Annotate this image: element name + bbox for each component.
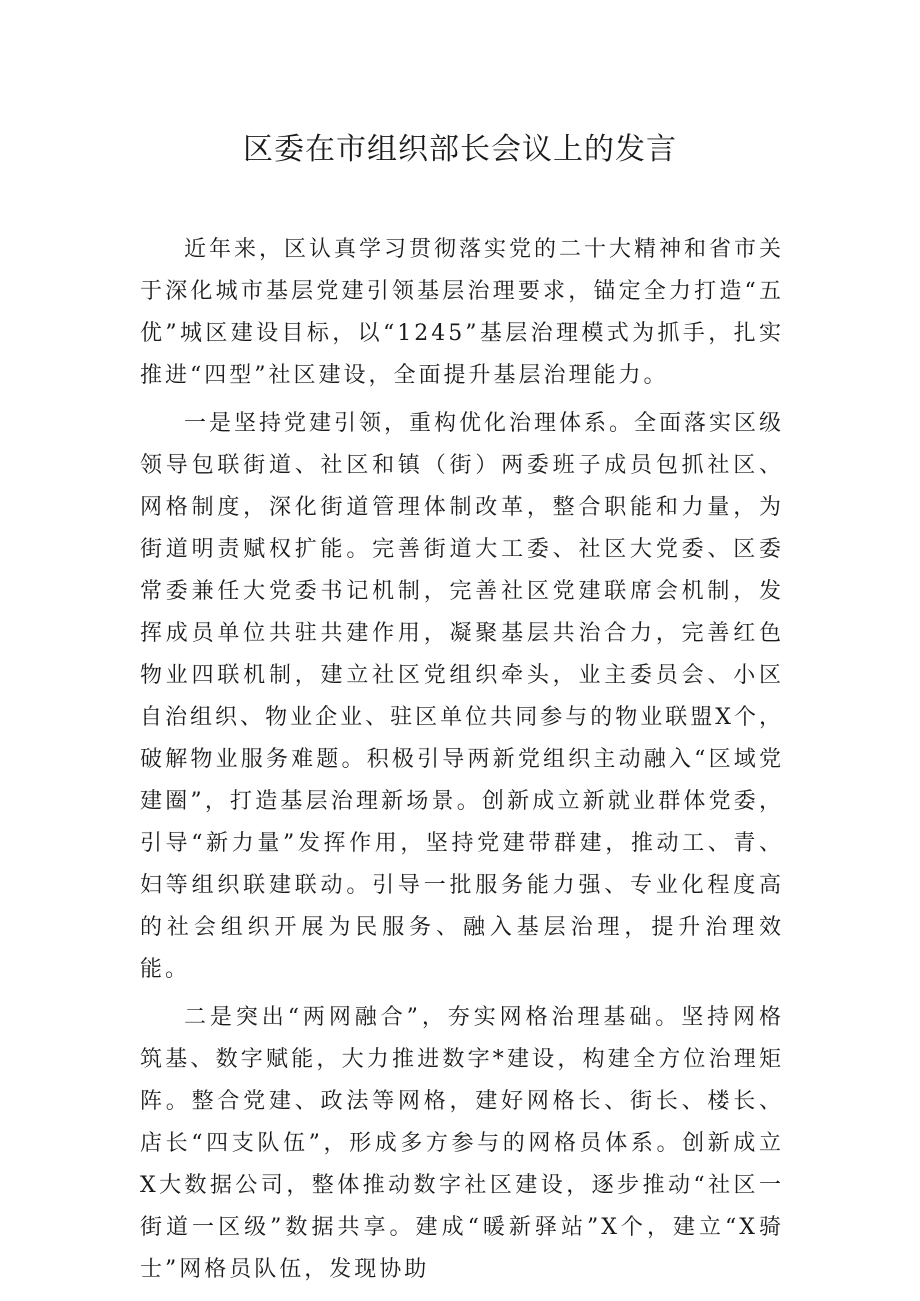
paragraph-point-two: 二是突出“两网融合”，夯实网格治理基础。坚持网格筑基、数字赋能，大力推进数字*建设，构建全方位治理矩阵。整合党建、政法等网格，建好网格长、街长、楼长、店长“四支队伍”，形成多方参与的网格员体系。创新成立X大数据公司，整体推动数字社区建设，逐步推动“社区一街道一区级”数据共享。建成“暖新驿站”X个，建立“X骑士”网格员队伍，发现协助 — [140, 1005, 784, 1282]
document-title: 区委在市组织部长会议上的发言 — [243, 132, 677, 167]
document-body — [140, 229, 784, 1297]
paragraph-intro: 近年来，区认真学习贯彻落实党的二十大精神和省市关于深化城市基层党建引领基层治理要求，锚定全力打造“五优”城区建设目标，以“1245”基层治理模式为抓手，扎实推进“四型”社区建设，全面提升基层治理能力。 — [140, 237, 785, 388]
paragraph-point-one: 一是坚持党建引领，重构优化治理体系。全面落实区级领导包联街道、社区和镇（街）两委班子成员包抓社区、网格制度，深化街道管理体制改革，整合职能和力量，为街道明责赋权扩能。完善街道大工委、社区大党委、区委常委兼任大党委书记机制，完善社区党建联席会机制，发挥成员单位共驻共建作用，凝聚基层共治合力，完善红色物业四联机制，建立社区党组织牵头，业主委员会、小区自治组织、物业企业、驻区单位共同参与的物业联盟X个，破解物业服务难题。积极引导两新党组织主动融入“区域党建圈”，打造基层治理新场景。创新成立新就业群体党委，引导“新力量”发挥作用，坚持党建带群建，推动工、青、妇等组织联建联动。引导一批服务能力强、专业化程度高的社会组织开展为民服务、融入基层治理，提升治理效能。 — [140, 411, 785, 982]
